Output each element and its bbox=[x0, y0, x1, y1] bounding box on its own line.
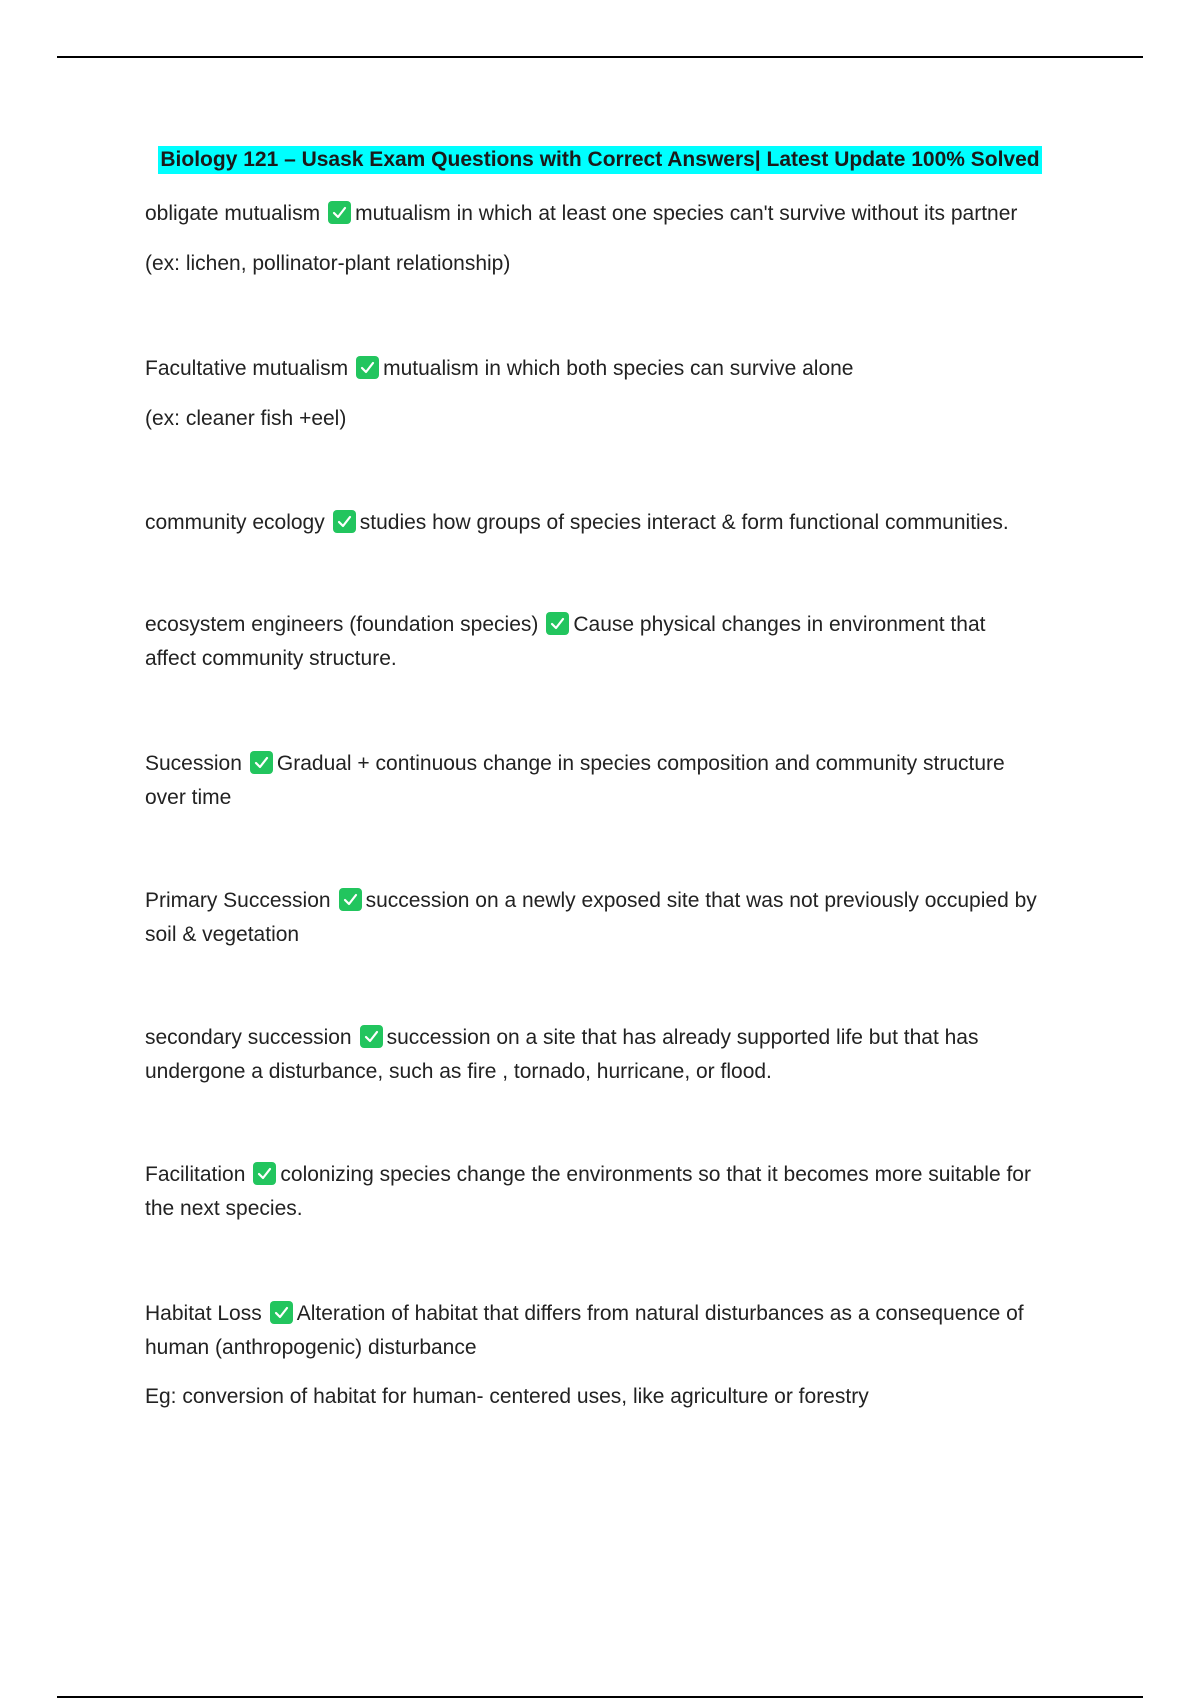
check-mark-icon bbox=[333, 510, 356, 533]
entry-definition: mutualism in which at least one species can't survive without its partner bbox=[355, 202, 1018, 225]
flashcard-entry bbox=[145, 1021, 1095, 1089]
entry-term: Habitat Loss bbox=[145, 1302, 262, 1325]
flashcard-entry bbox=[145, 506, 1095, 540]
entry-term: Facilitation bbox=[145, 1163, 246, 1186]
flashcard-entry bbox=[145, 747, 1095, 815]
footer-rule bbox=[57, 1696, 1143, 1698]
check-mark-icon bbox=[250, 751, 273, 774]
flashcard-entry bbox=[145, 884, 1095, 952]
entry-definition: Alteration of habitat that differs from natural disturbances as a consequence of bbox=[296, 1302, 1024, 1325]
entry-example: (ex: lichen, pollinator-plant relationship) bbox=[145, 252, 511, 275]
entry-definition-continued: soil & vegetation bbox=[145, 923, 300, 946]
entry-definition: mutualism in which both species can survive alone bbox=[383, 357, 854, 380]
entry-definition-continued: over time bbox=[145, 786, 232, 809]
flashcard-entry bbox=[145, 352, 1095, 436]
entry-term: community ecology bbox=[145, 511, 325, 534]
entry-definition: Gradual + continuous change in species composition and community structure bbox=[276, 752, 1005, 775]
entry-definition-continued: human (anthropogenic) disturbance bbox=[145, 1336, 477, 1359]
check-mark-icon bbox=[360, 1025, 383, 1048]
page-title: Biology 121 – Usask Exam Questions with Correct Answers| Latest Update 100% Solved bbox=[158, 146, 1041, 174]
entry-definition-continued: affect community structure. bbox=[145, 647, 397, 670]
entry-term: obligate mutualism bbox=[145, 202, 321, 225]
flashcard-entry bbox=[145, 197, 1095, 281]
entry-term: ecosystem engineers (foundation species) bbox=[145, 613, 539, 636]
header-rule bbox=[57, 56, 1143, 58]
entry-definition: studies how groups of species interact & form functional communities. bbox=[359, 511, 1009, 534]
entry-definition: succession on a newly exposed site that was not previously occupied by bbox=[365, 889, 1037, 912]
flashcard-entry bbox=[145, 1297, 1095, 1414]
entry-term: secondary succession bbox=[145, 1026, 352, 1049]
check-mark-icon bbox=[328, 201, 351, 224]
title-block bbox=[0, 146, 1200, 174]
entry-term: Sucession bbox=[145, 752, 242, 775]
flashcard-entry bbox=[145, 608, 1095, 676]
entry-definition: Cause physical changes in environment that bbox=[573, 613, 986, 636]
entry-definition: succession on a site that has already supported life but that has bbox=[386, 1026, 979, 1049]
check-mark-icon bbox=[253, 1162, 276, 1185]
entry-definition-continued: the next species. bbox=[145, 1197, 303, 1220]
check-mark-icon bbox=[356, 356, 379, 379]
entry-term: Facultative mutualism bbox=[145, 357, 349, 380]
check-mark-icon bbox=[546, 612, 569, 635]
flashcard-entry bbox=[145, 1158, 1095, 1226]
entry-definition-continued: undergone a disturbance, such as fire , tornado, hurricane, or flood. bbox=[145, 1060, 772, 1083]
entry-example: (ex: cleaner fish +eel) bbox=[145, 407, 347, 430]
check-mark-icon bbox=[270, 1301, 293, 1324]
check-mark-icon bbox=[339, 888, 362, 911]
entry-definition: colonizing species change the environments so that it becomes more suitable for bbox=[280, 1163, 1031, 1186]
entry-term: Primary Succession bbox=[145, 889, 331, 912]
entry-example: Eg: conversion of habitat for human- centered uses, like agriculture or forestry bbox=[145, 1385, 869, 1408]
